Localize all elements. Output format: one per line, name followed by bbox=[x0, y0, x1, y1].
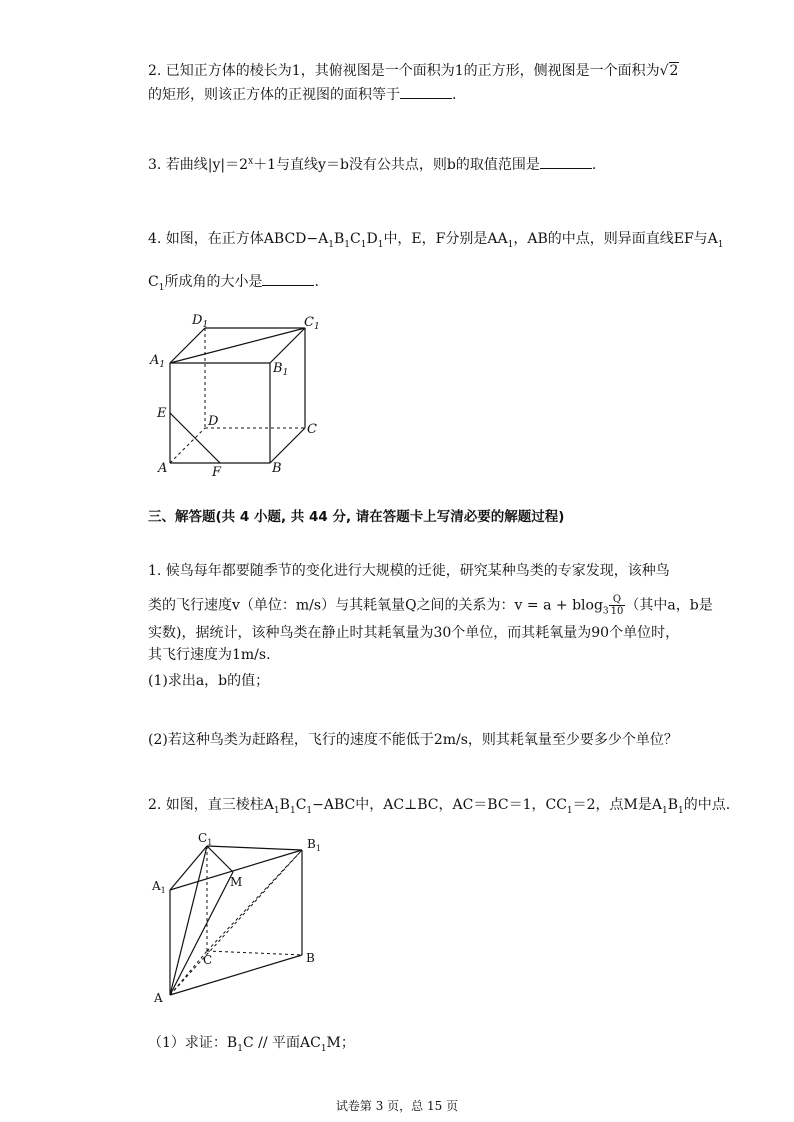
fill-q2-line1 bbox=[148, 62, 679, 80]
answer-blank bbox=[262, 272, 314, 286]
fill-q4-line2: $C_1$所成角的大小是 . bbox=[148, 274, 319, 293]
label-b1: $B_1$ bbox=[273, 361, 289, 378]
prism-figure bbox=[150, 830, 330, 1010]
answer-blank bbox=[540, 155, 592, 169]
label-b: B bbox=[306, 951, 315, 965]
label-a: A bbox=[158, 461, 168, 476]
s1-line1: 1. 候鸟每年都要随季节的变化进行大规模的迁徙，研究某种鸟类的专家发现，该种鸟 bbox=[148, 563, 670, 579]
sqrt-two: √2 bbox=[659, 63, 679, 79]
fill-q3: 3. 若曲线$|y|=2^x+1$与直线y＝b没有公共点，则b的取值范围是 . bbox=[148, 156, 597, 173]
label-f: F bbox=[212, 465, 222, 480]
fill-q4-line1: 4. 如图，在正方体$ABCD-A_1B_1C_1D_1$中，E，F分别是$AA_1$，AB的中点，则异面直线EF与$A_1$ bbox=[148, 231, 724, 250]
label-c: C bbox=[203, 953, 213, 967]
s1-part2: (2)若这种鸟类为赶路程，飞行的速度不能低于2m/s，则其耗氧量至少要多少个单位？ bbox=[148, 732, 678, 748]
label-a1: $A_1$ bbox=[150, 353, 166, 370]
q2-text-1: 2. 已知正方体的棱长为1，其俯视图是一个面积为1的正方形，侧视图是一个面积为 bbox=[148, 63, 660, 79]
section-heading: 三、解答题(共 4 小题, 共 44 分, 请在答题卡上写清必要的解题过程) bbox=[148, 509, 565, 525]
cube-figure bbox=[150, 310, 330, 480]
s1-part1: (1)求出a，b的值； bbox=[148, 673, 270, 689]
s1-line3: 实数)，据统计，该种鸟类在静止时其耗氧量为30个单位，而其耗氧量为90个单位时， bbox=[148, 625, 680, 641]
label-c1: $C_1$ bbox=[304, 315, 320, 332]
log-fraction: $\frac{Q}{10}$ bbox=[610, 594, 624, 617]
fill-q2-line2: 的矩形，则该正方体的正视图的面积等于 . bbox=[148, 87, 457, 103]
answer-blank bbox=[400, 85, 452, 99]
s1-line4: 其飞行速度为1m/s. bbox=[148, 647, 271, 663]
label-d: D bbox=[208, 414, 219, 429]
s2-line1: 2. 如图，直三棱柱$A_1B_1C_1-ABC$中，AC⊥BC，AC＝BC＝1，$CC_1=2$，点M是$A_1B_1$的中点. bbox=[148, 797, 731, 816]
label-e: E bbox=[157, 406, 167, 421]
s2-part1: （1）求证：$B_1C$ // 平面$AC_1M$； bbox=[148, 1035, 355, 1054]
label-b: B bbox=[272, 461, 282, 476]
label-a: A bbox=[154, 991, 163, 1005]
s1-line2: 类的飞行速度v（单位：m/s）与其耗氧量Q之间的关系为：v = a + blog$_3$ $\frac{Q}{10}$ （其中a，b是 bbox=[148, 594, 713, 617]
label-a1: $A_1$ bbox=[152, 879, 166, 895]
label-m: M bbox=[230, 875, 243, 889]
q2-text-2: 的矩形，则该正方体的正视图的面积等于 bbox=[148, 87, 400, 103]
label-c1: $C_1$ bbox=[198, 831, 213, 847]
label-c: C bbox=[307, 422, 317, 437]
label-b1: $B_1$ bbox=[307, 837, 321, 853]
label-d1: $D_1$ bbox=[192, 313, 209, 330]
page-footer: 试卷第 3 页，总 15 页 bbox=[335, 1099, 459, 1113]
